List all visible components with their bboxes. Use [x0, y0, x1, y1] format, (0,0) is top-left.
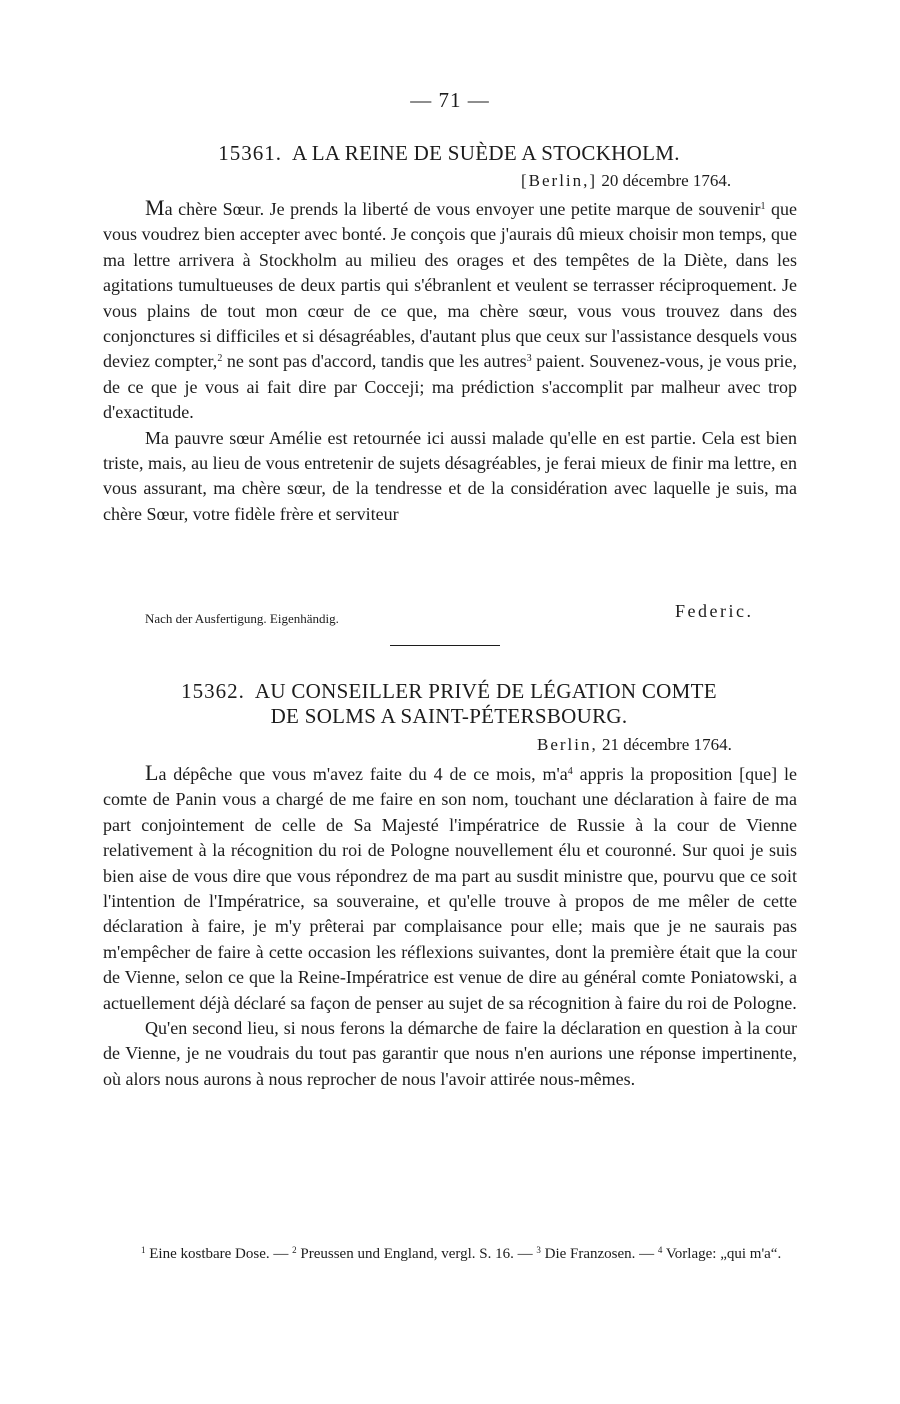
source-note: Nach der Ausfertigung. Eigenhändig.: [145, 611, 339, 626]
footnote-marker: 1: [760, 201, 766, 212]
footnote-item: Preussen und England, vergl. S. 16. —: [296, 1246, 537, 1262]
paragraph-text: appris la proposition [que] le comte de Panin vous a chargé de me faire en son nom, touchant une déclaration à faire de ma part conjointement de celle de Sa Majesté l'impératrice de Russie à la cour de Vienne relativement à la récognition du roi de Pologne nouvellement élu et couronné. Sur quoi je suis bien aise de vous dire que vous répondrez de ma part au susdit ministre que, pourvu que ce soit l'intention de l'Impératrice, sa souveraine, et qu'elle trouve à propos de me mêler de cette déclaration à faire, je m'y prêterai par complaisance pour elle; mais que je ne saurais pas m'empêcher de faire à cette occasion les réflexions suivantes, dont la première était que la cour de Vienne, selon ce que la Reine-Impératrice est venue de dire au général comte Poniatowski, a actuellement déjà déclaré sa façon de penser au sujet de sa récognition à faire du roi de Pologne.: [103, 764, 797, 1013]
signature: Federic.: [675, 601, 754, 621]
paragraph: Qu'en second lieu, si nous ferons la démarche de faire la déclaration en question à la cour de Vienne, je ne voudrais du tout pas garantir que nous n'en aurions une réponse impertinente, où alors nous aurons à nous reprocher de nous l'avoir attirée nous-mêmes.: [103, 1018, 797, 1089]
footnote-item: Vorlage: „qui m'a“.: [662, 1246, 782, 1262]
letter-place: Berlin,: [537, 735, 598, 754]
footnote-marker: 4: [567, 766, 573, 777]
letter-title: AU CONSEILLER PRIVÉ DE LÉGATION COMTE: [254, 679, 717, 703]
footnote-marker: 4: [657, 1245, 663, 1255]
initial-letter: M: [145, 195, 165, 220]
footnote-text: [103, 1244, 797, 1264]
paragraph-text: paient. Souvenez-vous, je vous prie, de ce que je vous ai fait dire par Cocceji; ma prédiction s'accomplit par malheur avec trop d'exactitude.: [103, 351, 797, 423]
letter-date: 20 décembre 1764.: [601, 171, 732, 190]
footnote-item: Eine kostbare Dose. —: [145, 1246, 293, 1262]
letter-number: 15361.: [218, 141, 282, 165]
letter-heading: [100, 679, 798, 729]
paragraph: [103, 760, 797, 1016]
footnote-marker: 2: [292, 1245, 297, 1255]
letter-heading: [100, 141, 798, 166]
letter-body: [103, 760, 797, 1092]
paragraph: [103, 195, 797, 426]
letter-number: 15362.: [181, 679, 245, 703]
footnotes: [103, 1244, 797, 1264]
letter-dateline: [521, 171, 731, 191]
initial-letter: L: [145, 760, 159, 785]
paragraph-text: que vous voudrez bien accepter avec bonté. Je conçois que j'aurais dû mieux choisir mon temps, que ma lettre arrivera à Stockholm au milieu des orages et des tempêtes de la Diète, dans les agitations tumultueuses de deux partis qui s'ébranlent et veulent se terrasser réciproquement. Je vous plains de tout mon cœur de ce que, ma chère sœur, vous vous trouvez dans des conjonctures si difficiles et si désagréables, d'autant plus que ceux sur l'assistance desquels vous deviez compter,: [103, 199, 797, 372]
paragraph-text: a chère Sœur. Je prends la liberté de vous envoyer une petite marque de souvenir: [164, 199, 761, 219]
footnote-marker: 3: [526, 353, 532, 365]
letter-place: [Berlin,]: [521, 171, 598, 190]
paragraph-text: ne sont pas d'accord, tandis que les autres: [222, 351, 527, 372]
letter-title: DE SOLMS A SAINT-PÉTERSBOURG.: [270, 704, 628, 728]
footnote-marker: 2: [217, 353, 223, 365]
footnote-item: Die Franzosen. —: [540, 1246, 658, 1262]
section-divider: [390, 645, 500, 646]
paragraph-text: a dépêche que vous m'avez faite du 4 de ce mois, m'a: [158, 764, 568, 784]
letter-dateline: [537, 735, 732, 755]
letter-date: 21 décembre 1764.: [602, 735, 732, 754]
footnote-marker: 3: [536, 1245, 541, 1255]
paragraph: Ma pauvre sœur Amélie est retournée ici aussi malade qu'elle en est partie. Cela est bien triste, mais, au lieu de vous entretenir de sujets désagréables, je ferai mieux de finir ma lettre, en vous assurant, ma chère sœur, de la tendresse et de la considération avec laquelle je suis, ma chère Sœur, votre fidèle frère et serviteur: [103, 427, 797, 524]
footnote-marker: 1: [141, 1245, 146, 1255]
letter-body: [103, 195, 797, 527]
page-number: — 71 —: [410, 88, 490, 112]
letter-title: A LA REINE DE SUÈDE A STOCKHOLM.: [291, 141, 680, 165]
